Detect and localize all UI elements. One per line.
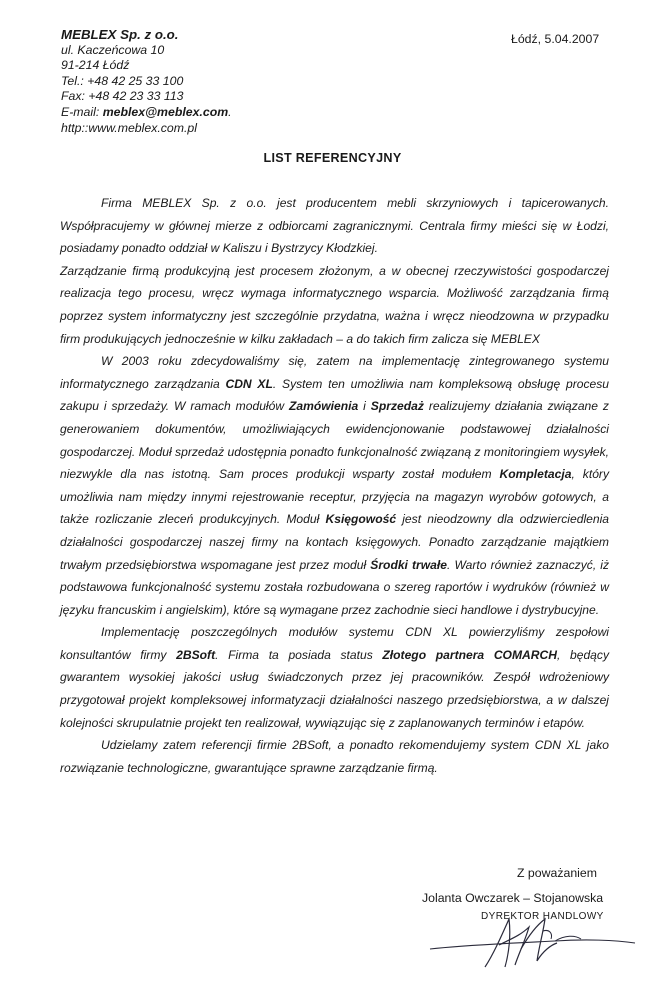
sender-postal: 91-214 Łódź: [61, 58, 130, 73]
sender-company: MEBLEX Sp. z o.o.: [61, 27, 179, 42]
p3-bold: CDN XL: [225, 376, 273, 391]
paragraph-4: [60, 621, 609, 734]
p3-bold: Sprzedaż: [370, 399, 424, 414]
p3-text: , który umożliwia nam między innymi rejestrowanie receptur, przyjęcia na magazyn wyrobów gotowych, a także rozliczanie zleceń produkcyjnych. Moduł: [60, 467, 609, 527]
sender-email-line: [61, 105, 232, 121]
p3-bold: Zamówienia: [289, 399, 359, 414]
sender-street: ul. Kaczeńcowa 10: [61, 42, 165, 57]
closing-greeting: Z poważaniem: [517, 866, 597, 880]
sender-fax: Fax: +48 42 23 33 113: [61, 89, 184, 104]
p4-bold: 2BSoft: [176, 647, 216, 662]
p4-text: Implementację poszczególnych modułów systemu CDN XL powierzyliśmy zespołowi konsultantów firmy: [60, 625, 609, 662]
p3-bold: Środki trwałe: [370, 557, 447, 572]
sender-email-label: E-mail:: [61, 104, 103, 119]
p4-text: , będący gwarantem wysokiej jakości usług świadczonych przez jej pracowników. Zespół wdrożeniowy przygotował projekt kompleksowej informatyzacji działalności naszego przedsiębiorstwa, a w dalszej kolejności skrupulatnie projekt ten realizował, wywiązując się z zaplanowanych terminów i etapów.: [60, 647, 609, 730]
p3-bold: Księgowość: [325, 512, 397, 527]
paragraph-2: Zarządzanie firmą produkcyjną jest procesem złożonym, a w obecnej rzeczywistości gospodarczej realizacja tego procesu, wręcz wymaga informatycznego wsparcia. Możliwość zarządzania firmą poprzez system informatyczny jest szczególnie przydatna, ważna i wręcz nieodzowna w przypadku firm produkujących jednocześnie w kilku zakładach – a do takich firm zalicza się MEBLEX: [60, 263, 609, 346]
letter-body: [60, 192, 609, 779]
p3-text: W 2003 roku zdecydowaliśmy się, zatem na implementację zintegrowanego systemu informatycznego zarządzania: [60, 354, 609, 391]
paragraph-5: Udzielamy zatem referencji firmie 2BSoft, a ponadto rekomendujemy system CDN XL jako rozwiązanie technologiczne, gwarantujące sprawne zarządzanie firmą.: [60, 738, 609, 775]
p3-text: jest nieodzowny dla odzwierciedlenia działalności gospodarczej naszej firmy na kontach księgowych. Ponadto zarządzanie majątkiem trwałym przedsiębiorstwa wspomagane jest przez moduł: [60, 512, 609, 572]
letter-date: Łódź, 5.04.2007: [511, 32, 600, 46]
sender-block: [61, 27, 232, 136]
p3-text: realizujemy działania związane z generowaniem dokumentów, umożliwiających ewidencjonowanie podstawowej działalności gospodarczej. Moduł sprzedaż udostępnia ponadto funkcjonalność związaną z monitoringiem wysyłek, niezwykle dla nas istotną. Sam proces produkcji wsparty został modułem: [60, 399, 609, 482]
p4-text: . Firma ta posiada status: [215, 647, 383, 662]
sender-tel: Tel.: +48 42 25 33 100: [61, 73, 184, 88]
letter-title: LIST REFERENCYJNY: [263, 151, 402, 165]
signatory-position: DYREKTOR HANDLOWY: [481, 911, 604, 922]
paragraph-3: [60, 350, 609, 621]
p3-text: . Warto również zaznaczyć, iż podstawowa funkcjonalność systemu została rozbudowana o szereg raportów i wydruków (również w języku francuskim i angielskim), które są wymagane przez zachodnie sieci handlowe i dystrybucyjne.: [60, 557, 610, 617]
signatory-name: Jolanta Owczarek – Stojanowska: [422, 891, 604, 905]
paragraph-1: Firma MEBLEX Sp. z o.o. jest producentem mebli skrzyniowych i tapicerowanych. Współpracujemy w głównej mierze z odbiorcami zagranicznymi. Centrala firmy mieści się w Łodzi, posiadamy ponadto oddział w Kaliszu i Bystrzycy Kłodzkiej.: [60, 196, 609, 256]
sender-website: http::www.meblex.com.pl: [61, 120, 197, 135]
sender-email-end: .: [228, 104, 232, 119]
p4-bold: Złotego partnera COMARCH: [382, 647, 557, 662]
handwritten-signature-icon: [425, 905, 640, 975]
p3-bold: Kompletacja: [499, 467, 572, 482]
p3-text: . System ten umożliwia nam kompleksową obsługę procesu zakupu i sprzedaży. W ramach modułów: [60, 376, 609, 414]
p3-text: i: [358, 399, 371, 414]
sender-email: meblex@meblex.com: [102, 104, 229, 119]
